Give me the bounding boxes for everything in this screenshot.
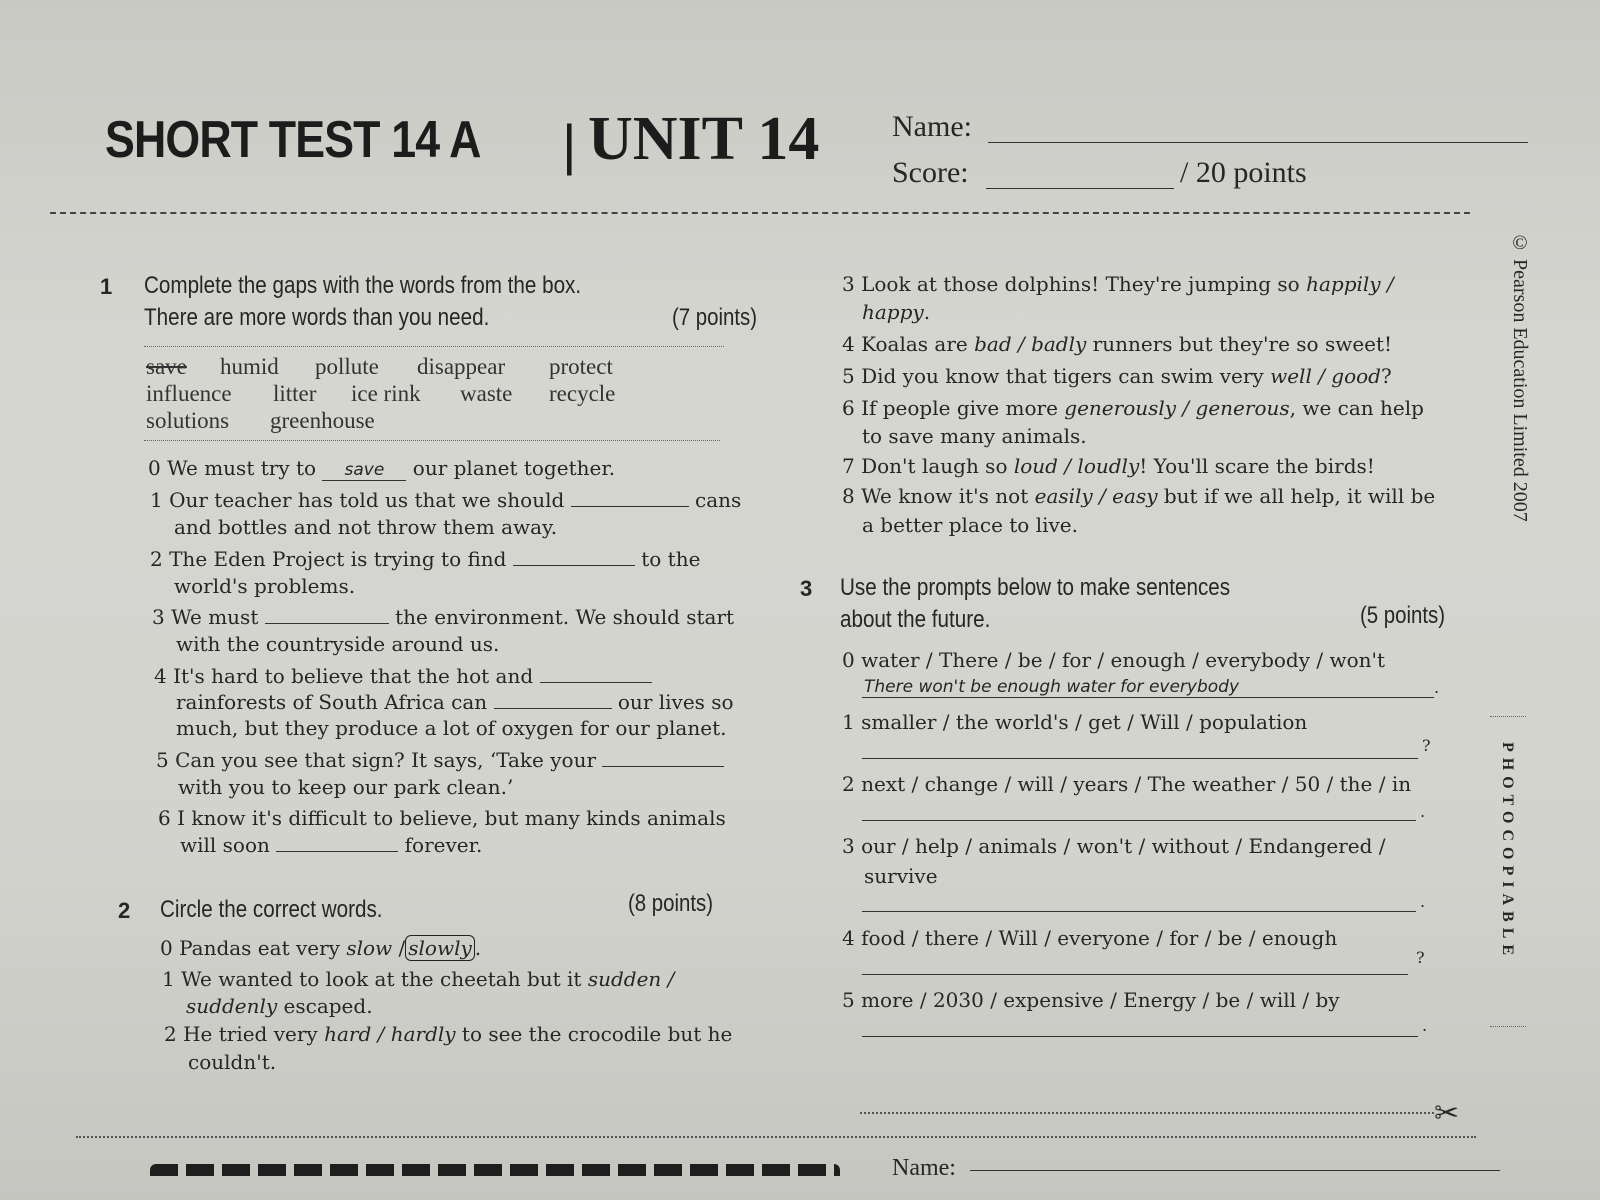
- line-end-mark: .: [1420, 802, 1426, 821]
- item-number: 2: [150, 547, 163, 571]
- item-number: 5: [842, 364, 855, 388]
- side-rule-top: [1490, 716, 1526, 717]
- circle-item-6: [842, 396, 1424, 420]
- section2-instruction: Circle the correct words.: [160, 896, 383, 923]
- item-text: cans: [695, 488, 742, 512]
- item-text: If people give more: [861, 396, 1058, 420]
- item-text: Don't laugh so: [861, 454, 1008, 478]
- item-text: rainforests of South Africa can: [176, 690, 488, 714]
- gap-item-0: [148, 456, 615, 481]
- word-option[interactable]: slow: [346, 936, 393, 960]
- word-box-word: litter: [273, 381, 317, 406]
- prompt-text: next / change / will / years / The weather / 50 / the / in: [861, 772, 1412, 796]
- item-number: 4: [154, 664, 167, 688]
- word-option[interactable]: sudden /: [587, 967, 675, 991]
- item-text: Did you know that tigers can swim very: [861, 364, 1264, 388]
- score-label: Score:: [892, 156, 969, 189]
- word-box-word: ice rink: [351, 381, 421, 406]
- item-number: 4: [842, 926, 855, 950]
- word-box-top: [144, 346, 724, 347]
- section1-instruction: Complete the gaps with the words from the box.: [144, 272, 582, 299]
- section3-instruction: Use the prompts below to make sentences: [840, 574, 1231, 601]
- item-number: 1: [842, 710, 855, 734]
- item-text: .: [474, 936, 482, 960]
- section1-points: (7 points): [672, 304, 758, 331]
- name-field[interactable]: [988, 142, 1528, 143]
- item-number: 6: [842, 396, 855, 420]
- word-box-word: solutions: [146, 408, 230, 433]
- word-option[interactable]: hard / hardly: [324, 1022, 456, 1046]
- item-text: with the countryside around us.: [176, 632, 500, 656]
- gap-item-3: [152, 605, 734, 629]
- word-option[interactable]: suddenly: [186, 994, 278, 1018]
- word-option[interactable]: generously / generous: [1064, 396, 1290, 420]
- line-end-mark: .: [1420, 892, 1426, 911]
- item-text: Look at those dolphins! They're jumping so: [861, 272, 1300, 296]
- cut-line: [76, 1136, 1476, 1138]
- name-label: Name:: [892, 110, 972, 143]
- answer-blank[interactable]: [494, 708, 612, 709]
- prompt-text: smaller / the world's / get / Will / population: [861, 710, 1308, 734]
- scissors-icon: ✂: [1434, 1096, 1460, 1131]
- word-box-word: save: [146, 354, 187, 379]
- word-box-bottom: [144, 440, 720, 441]
- item-number: 4: [842, 332, 855, 356]
- item-number: 5: [842, 988, 855, 1012]
- prompt-text: survive: [864, 864, 938, 888]
- word-box-word: pollute: [315, 354, 379, 379]
- section3-points: (5 points): [1360, 602, 1446, 629]
- word-option[interactable]: happy: [862, 300, 924, 324]
- word-box-word: waste: [460, 381, 513, 406]
- circle-item-8: [842, 484, 1435, 508]
- gap-item-4-line2: [176, 690, 734, 714]
- prompt-item-1: [842, 710, 1307, 734]
- item-number: 1: [150, 488, 163, 512]
- item-text: The Eden Project is trying to find: [169, 547, 507, 571]
- item-number: 8: [842, 484, 855, 508]
- prompt-item-3: [842, 834, 1386, 858]
- item-text: to see the crocodile but he: [461, 1022, 733, 1046]
- answer-blank[interactable]: [265, 623, 389, 624]
- item-text: world's problems.: [174, 574, 356, 598]
- gap-item-2: [150, 547, 700, 571]
- item-text: He tried very: [183, 1022, 318, 1046]
- header-divider-line: [50, 212, 1470, 214]
- score-total: / 20 points: [1180, 156, 1307, 189]
- circle-item-2: [164, 1022, 732, 1046]
- circle-item-0: [160, 936, 481, 960]
- item-text: We know it's not: [861, 484, 1029, 508]
- test-title: SHORT TEST 14 A: [105, 111, 481, 169]
- circle-item-7: [842, 454, 1375, 478]
- word-option[interactable]: well / good: [1270, 364, 1381, 388]
- example-answer: There won't be enough water for everybody: [864, 677, 1240, 697]
- example-answer: save: [344, 460, 385, 480]
- photocopiable-label: PHOTOCOPIABLE: [1499, 742, 1516, 962]
- item-number: 7: [842, 454, 855, 478]
- word-box-word: recycle: [549, 381, 616, 406]
- next-name-label: Name:: [892, 1155, 956, 1181]
- item-text: runners but they're so sweet!: [1092, 332, 1393, 356]
- item-text: Can you see that sign? It says, ‘Take your: [175, 748, 597, 772]
- item-number: 5: [156, 748, 169, 772]
- prompt-item-4: [842, 926, 1337, 950]
- item-text: We must try to: [167, 456, 317, 480]
- line-end-mark: ?: [1416, 948, 1425, 967]
- item-text: ! You'll scare the birds!: [1139, 454, 1375, 478]
- answer-blank[interactable]: [571, 506, 689, 507]
- item-number: 0: [160, 936, 173, 960]
- gap-item-6-line2: [180, 833, 482, 857]
- circle-item-1-line2: [186, 994, 373, 1018]
- line-end-mark: .: [1422, 1016, 1428, 1035]
- item-number: 6: [158, 806, 171, 830]
- cut-line-right: [860, 1112, 1434, 1114]
- circle-item-4: [842, 332, 1392, 356]
- item-text: Pandas eat very: [179, 936, 340, 960]
- item-text: and bottles and not throw them away.: [174, 515, 558, 539]
- item-number: 3: [842, 272, 855, 296]
- item-text: but if we all help, it will be: [1163, 484, 1436, 508]
- item-text: will soon: [180, 833, 270, 857]
- item-text: our lives so: [617, 690, 734, 714]
- word-box-word: humid: [220, 354, 279, 379]
- word-option[interactable]: happily /: [1306, 272, 1394, 296]
- word-option[interactable]: loud / loudly: [1013, 454, 1140, 478]
- next-copy-title-cropped: [150, 1164, 850, 1200]
- gap-item-1: [150, 488, 741, 512]
- item-text: couldn't.: [188, 1050, 277, 1074]
- word-box-word: greenhouse: [270, 408, 375, 433]
- circle-item-3-line2: [862, 300, 930, 324]
- section2-points: (8 points): [628, 890, 714, 917]
- circle-item-1: [162, 967, 674, 991]
- item-number: 3: [842, 834, 855, 858]
- option-separator: /: [398, 936, 406, 960]
- item-text: We wanted to look at the cheetah but it: [181, 967, 582, 991]
- item-text: I know it's difficult to believe, but many kinds animals: [177, 806, 726, 830]
- item-text: our planet together.: [412, 456, 616, 480]
- gap-item-5: [156, 748, 724, 772]
- item-text: forever.: [404, 833, 483, 857]
- circle-item-5: [842, 364, 1392, 388]
- item-text: a better place to live.: [862, 513, 1078, 537]
- prompt-item-2: [842, 772, 1411, 796]
- circle-item-3: [842, 272, 1394, 296]
- line-end-mark: .: [1434, 678, 1440, 697]
- title-divider: |: [562, 113, 577, 176]
- section2-number: 2: [118, 898, 131, 923]
- section3-number: 3: [800, 576, 813, 601]
- gap-item-4: [154, 664, 652, 688]
- answer-line[interactable]: [862, 697, 1434, 698]
- word-box-word: influence: [146, 381, 232, 406]
- item-text: It's hard to believe that the hot and: [173, 664, 534, 688]
- item-text: ?: [1380, 364, 1392, 388]
- cropped-title-glyphs: [150, 1164, 840, 1176]
- answer-line[interactable]: [862, 974, 1408, 975]
- copyright-text: © Pearson Education Limited 2007: [1509, 232, 1531, 522]
- item-text: .: [923, 300, 931, 324]
- prompt-text: more / 2030 / expensive / Energy / be / will / by: [861, 988, 1340, 1012]
- answer-blank[interactable]: [322, 456, 406, 481]
- answer-blank[interactable]: [540, 682, 652, 683]
- prompt-text: our / help / animals / won't / without / Endangered /: [861, 834, 1386, 858]
- prompt-item-5: [842, 988, 1340, 1012]
- item-number: 0: [148, 456, 161, 480]
- prompt-text: food / there / Will / everyone / for / be / enough: [861, 926, 1338, 950]
- item-text: to save many animals.: [862, 424, 1087, 448]
- answer-blank[interactable]: [602, 766, 724, 767]
- item-text: Koalas are: [861, 332, 968, 356]
- prompt-text: water / There / be / for / enough / everybody / won't: [861, 648, 1386, 672]
- answer-line[interactable]: [862, 758, 1418, 759]
- item-text: to the: [641, 547, 701, 571]
- item-text: , we can help: [1289, 396, 1424, 420]
- item-text: We must: [171, 605, 259, 629]
- item-number: 3: [152, 605, 165, 629]
- item-text: escaped.: [283, 994, 373, 1018]
- score-field[interactable]: [986, 188, 1174, 189]
- line-end-mark: ?: [1422, 736, 1431, 755]
- gap-item-6: [158, 806, 726, 830]
- item-text: Our teacher has told us that we should: [169, 488, 565, 512]
- answer-blank[interactable]: [276, 851, 398, 852]
- item-text: with you to keep our park clean.’: [178, 775, 514, 799]
- section1-instruction-2: There are more words than you need.: [144, 304, 490, 331]
- answer-blank[interactable]: [513, 565, 635, 566]
- answer-line[interactable]: [862, 911, 1416, 912]
- word-option[interactable]: bad / badly: [974, 332, 1087, 356]
- item-number: 2: [842, 772, 855, 796]
- word-box-word: protect: [549, 354, 613, 379]
- item-text: the environment. We should start: [395, 605, 735, 629]
- item-text: much, but they produce a lot of oxygen for our planet.: [176, 716, 727, 740]
- word-option[interactable]: easily / easy: [1034, 484, 1158, 508]
- word-box-word: disappear: [417, 354, 506, 379]
- side-rule-bottom: [1490, 1026, 1526, 1027]
- item-number: 2: [164, 1022, 177, 1046]
- item-number: 1: [162, 967, 175, 991]
- prompt-item-0: [842, 648, 1385, 672]
- section1-number: 1: [100, 274, 113, 299]
- circled-answer[interactable]: slowly: [405, 935, 475, 961]
- section3-instruction-2: about the future.: [840, 606, 991, 633]
- item-number: 0: [842, 648, 855, 672]
- unit-title: UNIT 14: [588, 105, 820, 173]
- answer-line[interactable]: [862, 1036, 1418, 1037]
- next-name-field[interactable]: [970, 1170, 1500, 1171]
- answer-line[interactable]: [862, 820, 1416, 821]
